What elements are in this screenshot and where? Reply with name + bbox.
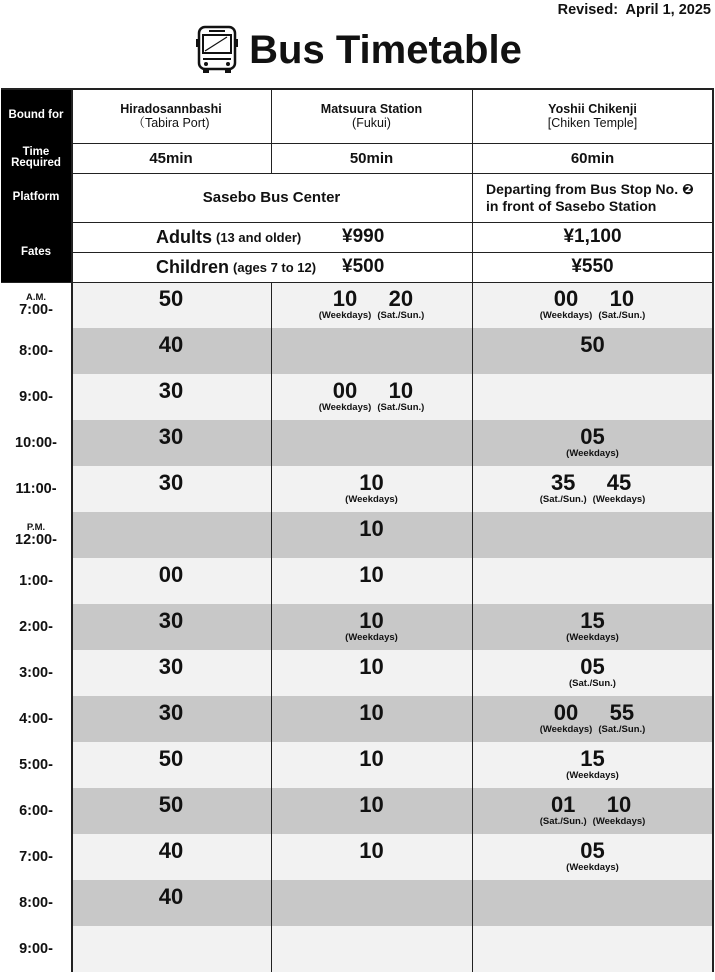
schedule-cell [271,926,472,972]
schedule-cell [71,926,271,972]
minute-note: (Sat./Sun.) [377,310,425,321]
hour-text: 4:00- [19,711,53,727]
departure-minute [159,334,183,356]
time-required-label: Time Required [1,143,71,173]
page-title: Bus Timetable [249,27,522,72]
minute-value: 10 [359,792,384,817]
hour-label [1,880,71,926]
departure-minute [598,702,645,735]
minute-value: 40 [158,332,184,357]
schedule-cell [472,328,713,374]
destination-yoshii [472,88,713,143]
hour-label [1,374,71,420]
schedule-cell [472,374,713,420]
title-block [0,22,715,78]
minute-value: 01 [550,792,576,817]
minute-note: (Sat./Sun.) [539,494,587,505]
grid-line [1,282,713,283]
departure-minute [159,610,183,632]
minute-value: 30 [158,470,184,495]
departure-minute [593,794,646,827]
schedule-cell [271,696,472,742]
departure-minute [540,702,593,735]
minute-value: 50 [158,286,184,311]
departure-minute [566,610,619,643]
minute-value: 55 [609,700,635,725]
minute-value: 10 [359,746,384,771]
hour-label [1,558,71,604]
minute-note: (Weekdays) [318,402,372,413]
minute-value: 00 [553,286,579,311]
fare-children-label: Children [156,256,230,277]
minute-note: (Sat./Sun.) [598,724,646,735]
minute-note: (Sat./Sun.) [377,402,425,413]
minute-value: 30 [158,378,184,403]
schedule-cell [71,696,271,742]
minute-value: 15 [580,746,605,771]
schedule-cell [71,834,271,880]
hour-text: 10:00- [15,435,57,451]
fare-adults-note: (13 and older) [216,229,302,245]
minute-value: 10 [359,654,384,679]
destination-matsuura [271,88,472,143]
departure-minute [566,840,619,873]
hour-text: 11:00- [15,481,57,497]
minute-value: 45 [606,470,632,495]
minute-value: 10 [359,470,384,495]
departure-minute [159,794,183,816]
hour-text: 2:00- [19,619,53,635]
schedule-cell [271,374,472,420]
departure-minute [359,794,383,816]
minute-value: 30 [158,608,184,633]
departure-minute [159,472,183,494]
fare-yoshii-child: ¥550 [571,256,614,277]
schedule-cell [271,558,472,604]
minute-value: 50 [580,332,605,357]
minute-note: (Weekdays) [566,770,619,781]
destination-name: Hiradosannbashi [120,101,222,116]
schedule-cell [271,834,472,880]
fare-yoshii-adult: ¥1,100 [563,226,622,247]
schedule-cell [271,604,472,650]
hour-text: 3:00- [19,665,53,681]
minute-value: 10 [606,792,632,817]
fare-adults-label: Adults [156,226,212,247]
hour-label [1,282,71,328]
departure-minute [345,472,398,505]
departure-minute [159,426,183,448]
schedule-cell [472,926,713,972]
schedule-cell [71,374,271,420]
fares-label: Fates [1,222,71,282]
hour-label [1,788,71,834]
minute-value: 00 [553,700,579,725]
hour-text: 6:00- [19,803,53,819]
grid-line [1,88,713,90]
hour-label [1,420,71,466]
departure-minute [319,380,372,413]
grid-line [472,88,473,972]
minute-value: 10 [359,562,384,587]
departure-minute [566,426,619,459]
schedule-cell [472,420,713,466]
hour-text: 7:00- [19,849,53,865]
departure-minute [359,840,383,862]
hour-label [1,834,71,880]
departure-minute [359,518,383,540]
minute-note: (Weekdays) [566,632,619,643]
minute-value: 05 [580,424,605,449]
schedule-cell [472,742,713,788]
schedule-cell [71,420,271,466]
schedule-cell [71,604,271,650]
departure-minute [159,288,183,310]
departure-minute [540,288,593,321]
hour-label [1,604,71,650]
minute-value: 10 [359,700,384,725]
schedule-cell [472,696,713,742]
departure-minute [540,472,587,505]
minute-value: 30 [158,700,184,725]
destination-hiradosannbashi [71,88,271,143]
minute-value: 40 [158,884,184,909]
ampm-label: A.M. [25,291,47,303]
minute-value: 10 [388,378,414,403]
hour-label [1,696,71,742]
grid-line [71,143,713,144]
time-required-matsuura: 50min [349,149,394,167]
schedule-cell [271,328,472,374]
minute-note: (Weekdays) [592,494,646,505]
hour-label [1,328,71,374]
departure-minute [540,794,587,827]
departure-minute [566,748,619,781]
minute-note: (Weekdays) [345,632,398,643]
timetable-grid [1,88,713,972]
schedule-cell [271,466,472,512]
destination-name: Matsuura Station [320,101,423,116]
grid-line [271,282,272,972]
minute-note: (Weekdays) [318,310,372,321]
schedule-cell [271,512,472,558]
hour-text: 9:00- [19,941,53,957]
schedule-cell [271,650,472,696]
minute-note: (Weekdays) [539,310,593,321]
schedule-cell [472,650,713,696]
hour-label [1,742,71,788]
fare-adults-price: ¥990 [342,226,385,247]
revised-date: Revised: April 1, 2025 [557,2,711,18]
schedule-cell [71,650,271,696]
minute-note: (Weekdays) [345,494,398,505]
grid-line [271,88,272,173]
minute-value: 15 [580,608,605,633]
schedule-cell [472,512,713,558]
departure-minute [159,840,183,862]
hour-text: 1:00- [19,573,53,589]
destination-sub: (Fukui) [352,115,391,130]
hour-text: 9:00- [19,389,53,405]
schedule-cell [472,558,713,604]
destination-sub: （Tabira Port) [132,115,210,130]
departure-minute [359,748,383,770]
grid-line [71,173,713,174]
hour-text: 7:00- [19,301,53,318]
minute-note: (Sat./Sun.) [569,678,616,689]
schedule-cell [71,788,271,834]
departure-minute [359,702,383,724]
schedule-cell [271,880,472,926]
schedule-cell [71,466,271,512]
minute-value: 00 [158,562,184,587]
schedule-cell [71,742,271,788]
minute-note: (Weekdays) [539,724,593,735]
minute-value: 40 [158,838,184,863]
destination-name: Yoshii Chikenji [548,101,637,116]
platform-sasebo-station [472,173,713,222]
platform-line-1: Departing from Bus Stop No. ❷ [486,180,694,197]
departure-minute [319,288,372,321]
fare-adults [156,222,472,252]
schedule-cell [271,788,472,834]
schedule-cell [71,880,271,926]
departure-minute [593,472,646,505]
schedule-cell [472,282,713,328]
minute-value: 05 [580,654,605,679]
minute-value: 00 [332,378,358,403]
departure-minute [159,656,183,678]
schedule-cell [271,420,472,466]
hour-label [1,926,71,972]
hour-label [1,650,71,696]
platform-line-2: in front of Sasebo Station [486,197,657,214]
minute-value: 30 [158,424,184,449]
departure-minute [159,380,183,402]
minute-value: 10 [359,608,384,633]
hour-text: 5:00- [19,757,53,773]
departure-minute [359,656,383,678]
schedule-cell [472,604,713,650]
minute-value: 35 [550,470,576,495]
ampm-label: P.M. [26,521,46,533]
departure-minute [159,748,183,770]
grid-line [71,222,713,223]
schedule-cell [472,880,713,926]
minute-note: (Sat./Sun.) [539,816,587,827]
minute-value: 50 [158,746,184,771]
departure-minute [345,610,398,643]
schedule-cell [472,788,713,834]
platform-label: Platform [1,173,71,222]
minute-note: (Sat./Sun.) [598,310,646,321]
schedule-cell [472,466,713,512]
minute-value: 10 [359,838,384,863]
minute-note: (Weekdays) [566,448,619,459]
schedule-cell [71,282,271,328]
fare-children [156,252,472,282]
departure-minute [159,702,183,724]
platform-sasebo-bus-center: Sasebo Bus Center [202,189,341,206]
schedule-cell [271,282,472,328]
grid-line [71,88,73,972]
fare-children-price: ¥500 [342,256,385,277]
departure-minute [359,564,383,586]
schedule-cell [71,328,271,374]
hour-label [1,466,71,512]
minute-value: 10 [609,286,635,311]
schedule-cell [271,742,472,788]
minute-value: 05 [580,838,605,863]
departure-minute [377,380,424,413]
minute-value: 10 [332,286,358,311]
departure-minute [377,288,424,321]
bus-icon [193,25,241,75]
grid-line [71,252,713,253]
minute-note: (Weekdays) [592,816,646,827]
schedule-cell [71,558,271,604]
departure-minute [159,564,183,586]
schedule-cell [71,512,271,558]
hour-text: 8:00- [19,343,53,359]
hour-text: 8:00- [19,895,53,911]
departure-minute [159,886,183,908]
minute-note: (Weekdays) [566,862,619,873]
schedule-cell [472,834,713,880]
minute-value: 30 [158,654,184,679]
minute-value: 10 [359,516,384,541]
departure-minute [580,334,604,356]
destination-sub: [Chiken Temple] [547,115,638,130]
hour-text: 12:00- [15,531,57,548]
hour-label [1,512,71,558]
fare-children-note: (ages 7 to 12) [233,259,317,275]
time-required-hiradosannbashi: 45min [149,149,193,167]
bound-for-label: Bound for [1,88,71,143]
departure-minute [598,288,645,321]
time-required-yoshii: 60min [570,149,615,167]
grid-line [712,88,714,972]
minute-value: 50 [158,792,184,817]
minute-value: 20 [388,286,414,311]
departure-minute [569,656,616,689]
